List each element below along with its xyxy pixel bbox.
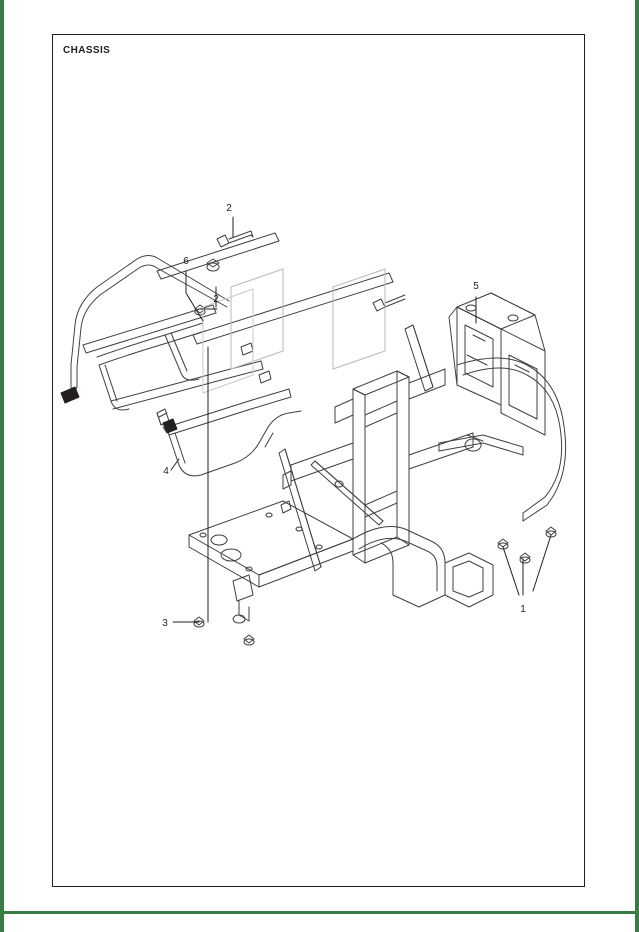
page-title: CHASSIS [63, 45, 111, 56]
callout-6: 6 [183, 256, 189, 267]
callout-5: 5 [473, 281, 479, 292]
bottom-edge-rule [0, 911, 639, 914]
right-edge-rule [635, 0, 639, 932]
diagram-sheet [52, 34, 585, 887]
callout-3: 3 [162, 618, 168, 629]
chassis-line-drawing [53, 35, 586, 888]
left-edge-rule [0, 0, 4, 932]
callout-labels [162, 203, 526, 629]
callout-2-upper: 2 [226, 203, 232, 214]
callout-2-lower: 2 [213, 294, 219, 305]
callout-4: 4 [163, 466, 169, 477]
callout-1: 1 [520, 604, 526, 615]
